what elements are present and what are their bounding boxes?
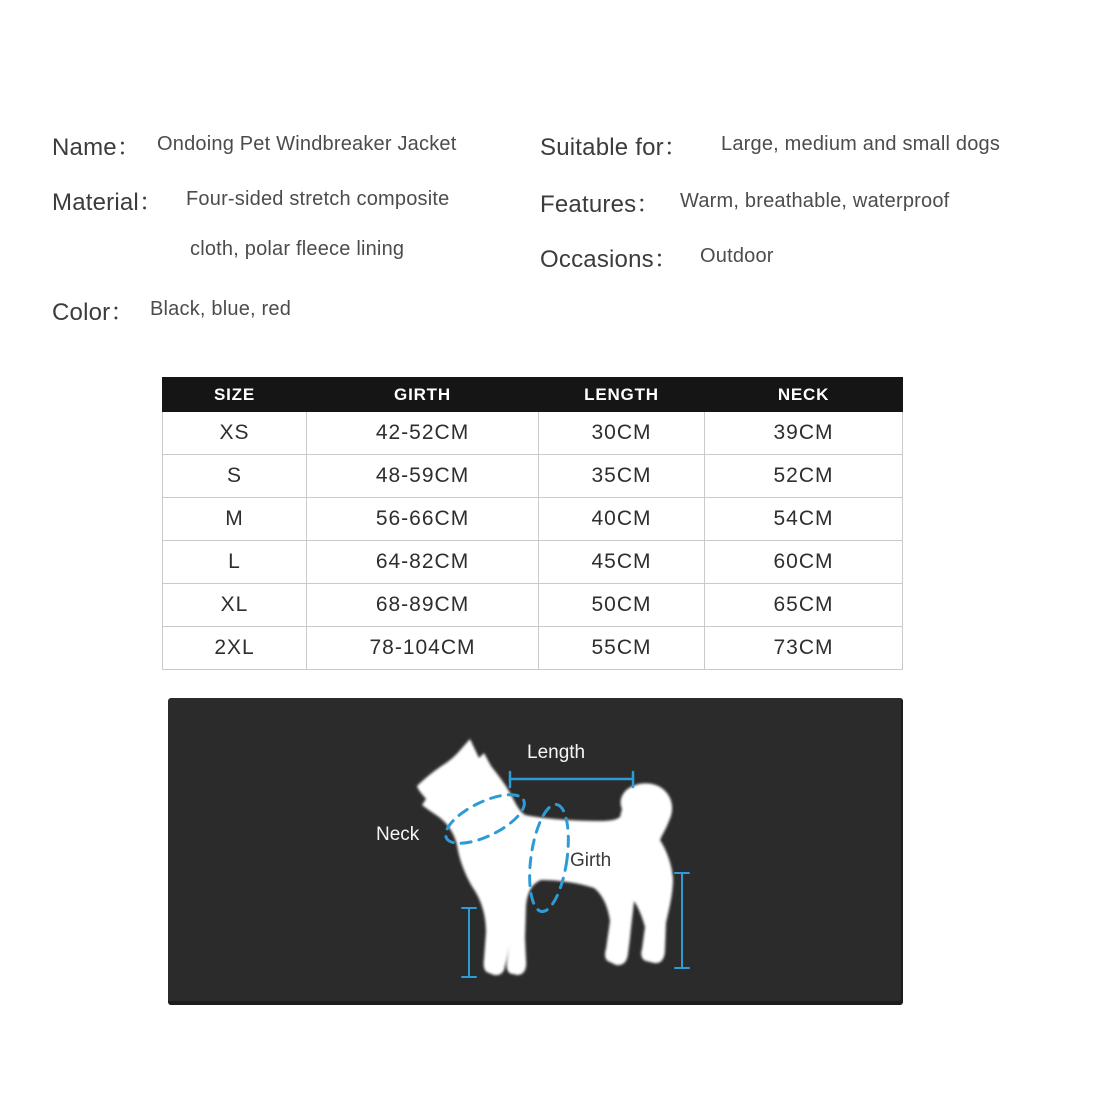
- rear-height-measure-line: [675, 873, 689, 968]
- size-row-m: [163, 498, 903, 541]
- spec-name-value: Ondoing Pet Windbreaker Jacket: [157, 133, 457, 155]
- girth-label: Girth: [570, 850, 612, 871]
- size-row-xs: [163, 412, 903, 455]
- dog-silhouette-image: [417, 739, 673, 975]
- spec-features-label: Features：: [540, 191, 661, 218]
- neck-label: Neck: [376, 824, 420, 845]
- spec-occasions-label: Occasions：: [540, 246, 679, 273]
- size-row-2xl: [163, 627, 903, 670]
- spec-suitable-value: Large, medium and small dogs: [721, 133, 1001, 155]
- size-table: [162, 377, 903, 670]
- cell-size: L: [163, 541, 307, 584]
- spec-color-label: Color：: [52, 299, 135, 326]
- cell-size: 2XL: [163, 627, 307, 670]
- cell-girth: 56-66CM: [307, 498, 539, 541]
- length-label: Length: [527, 742, 586, 763]
- cell-length: 30CM: [539, 412, 705, 455]
- spec-material-value-1: Four-sided stretch composite: [186, 188, 450, 210]
- col-header-length: LENGTH: [539, 378, 705, 412]
- cell-neck: 65CM: [705, 584, 903, 627]
- cell-length: 50CM: [539, 584, 705, 627]
- cell-girth: 42-52CM: [307, 412, 539, 455]
- cell-length: 40CM: [539, 498, 705, 541]
- size-table-header-row: [163, 378, 903, 412]
- col-header-neck: NECK: [705, 378, 903, 412]
- cell-girth: 48-59CM: [307, 455, 539, 498]
- size-row-s: [163, 455, 903, 498]
- cell-size: M: [163, 498, 307, 541]
- spec-occasions-value: Outdoor: [700, 245, 774, 267]
- measurement-panel: [168, 698, 903, 1005]
- cell-length: 55CM: [539, 627, 705, 670]
- col-header-girth: GIRTH: [307, 378, 539, 412]
- cell-neck: 52CM: [705, 455, 903, 498]
- spec-material-value-2: cloth, polar fleece lining: [190, 238, 405, 260]
- length-measure-line: [510, 772, 633, 787]
- cell-girth: 78-104CM: [307, 627, 539, 670]
- cell-girth: 68-89CM: [307, 584, 539, 627]
- cell-neck: 54CM: [705, 498, 903, 541]
- cell-neck: 73CM: [705, 627, 903, 670]
- cell-neck: 39CM: [705, 412, 903, 455]
- size-row-l: [163, 541, 903, 584]
- cell-length: 35CM: [539, 455, 705, 498]
- cell-size: XL: [163, 584, 307, 627]
- spec-color-value: Black, blue, red: [150, 298, 292, 320]
- spec-suitable-label: Suitable for：: [540, 134, 689, 161]
- spec-name-label: Name：: [52, 134, 142, 161]
- cell-length: 45CM: [539, 541, 705, 584]
- cell-size: XS: [163, 412, 307, 455]
- cell-neck: 60CM: [705, 541, 903, 584]
- cell-size: S: [163, 455, 307, 498]
- col-header-size: SIZE: [163, 378, 307, 412]
- cell-girth: 64-82CM: [307, 541, 539, 584]
- size-row-xl: [163, 584, 903, 627]
- front-height-measure-line: [462, 908, 476, 977]
- spec-material-label: Material：: [52, 189, 164, 216]
- spec-features-value: Warm, breathable, waterproof: [680, 190, 950, 212]
